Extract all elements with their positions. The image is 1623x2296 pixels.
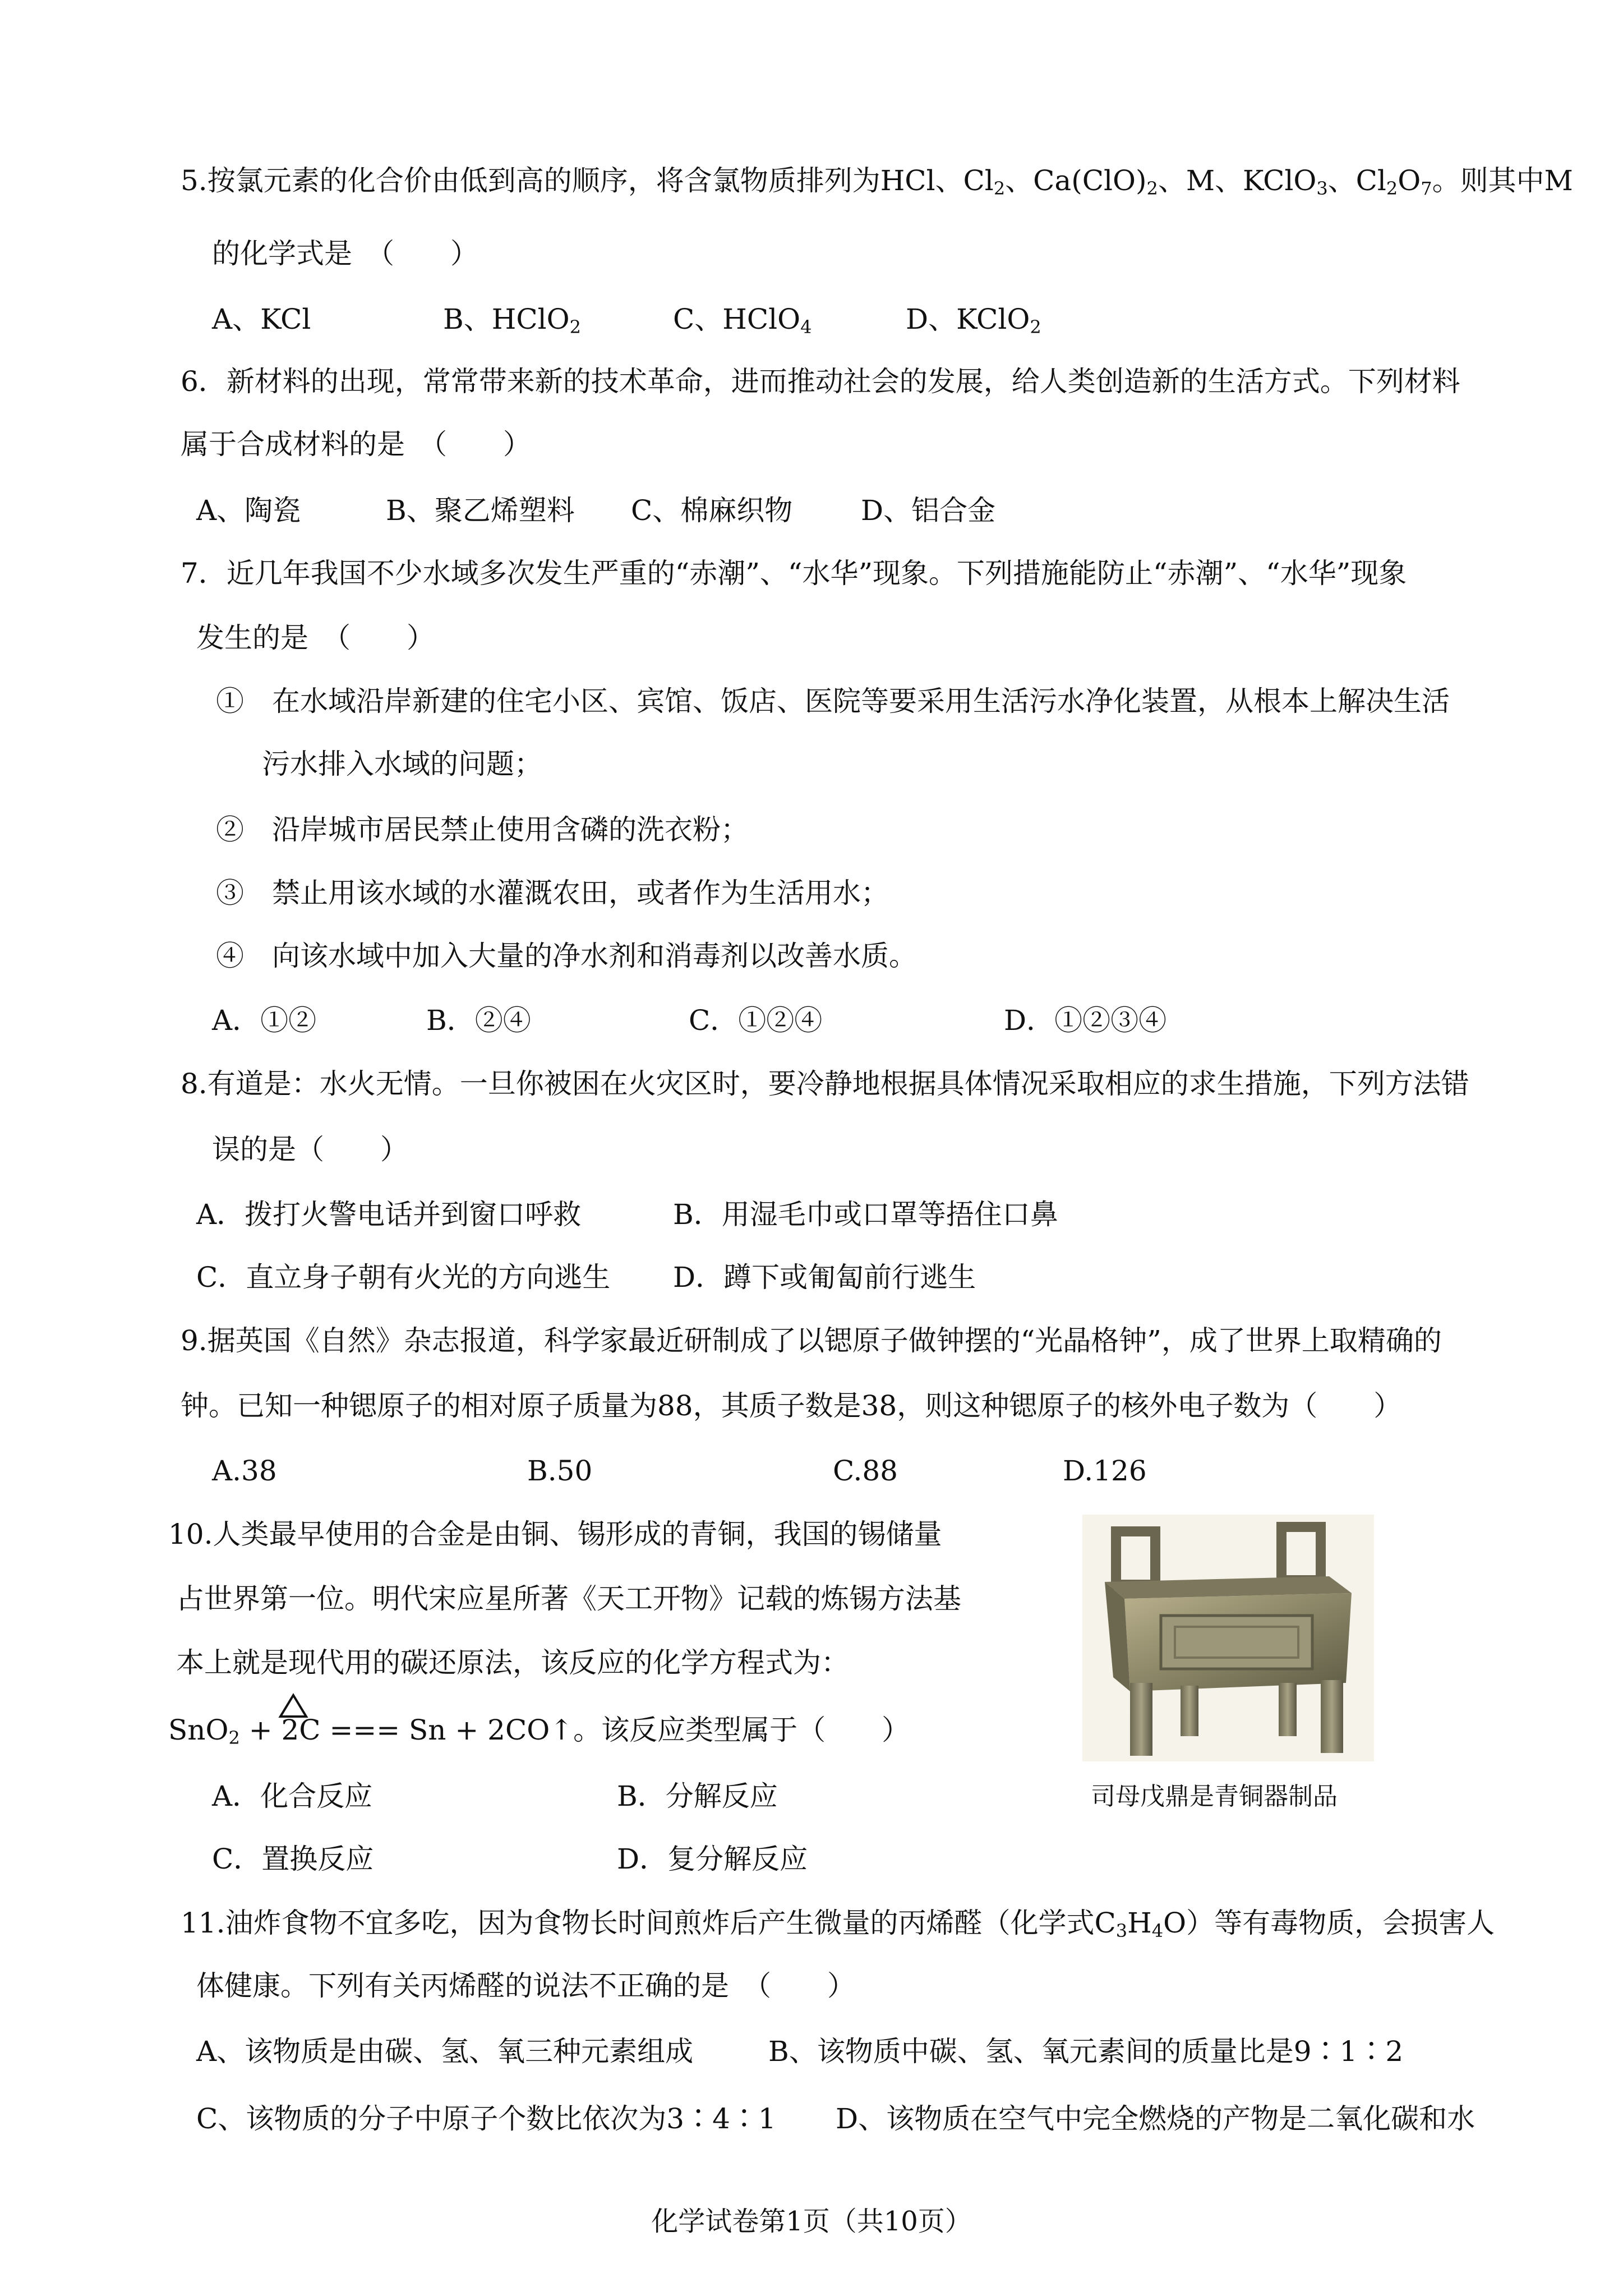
q8-option-d: D．蹲下或匍匐前行逃生: [673, 1261, 976, 1294]
q8-option-b: B．用湿毛巾或口罩等捂住口鼻: [673, 1198, 1058, 1231]
q11-option-a: A、该物质是由碳、氢、氧三种元素组成: [196, 2035, 694, 2068]
q10-option-a: A．化合反应: [212, 1780, 373, 1812]
subscript: 2: [993, 178, 1006, 199]
subscript: 7: [1421, 178, 1432, 199]
q10-stem-line1: 10.人类最早使用的合金是由铜、锡形成的青铜，我国的锡储量: [168, 1518, 942, 1550]
q7-option-c: C．①②④: [689, 1004, 823, 1037]
q5-stem-text: O: [1398, 164, 1421, 197]
q10-stem-line3: 本上就是现代用的碳还原法，该反应的化学方程式为：: [176, 1646, 849, 1679]
q7-stem-line1: 7．近几年我国不少水域多次发生严重的“赤潮”、“水华”现象。下列措施能防止“赤潮”、“水华”现象: [181, 557, 1407, 590]
q7-item-1-cont: 污水排入水域的问题；: [262, 748, 542, 780]
q5-stem-text: 5.按氯元素的化合价由低到高的顺序，将含氯物质排列为HCl、Cl: [181, 164, 994, 197]
q5-stem-text: 、Cl: [1327, 164, 1386, 197]
q11-stem-line2: 体健康。下列有关丙烯醛的说法不正确的是 （ ）: [196, 1970, 855, 2002]
q5-stem-text: 、M、KClO: [1158, 164, 1317, 197]
q10-option-c: C．置换反应: [212, 1843, 374, 1875]
q5-option-b: B、HClO$_2$: [443, 303, 581, 338]
q10-stem-line2: 占世界第一位。明代宋应星所著《天工开物》记载的炼锡方法基: [176, 1582, 961, 1615]
q6-option-c: C、棉麻织物: [631, 494, 793, 527]
q5-option-a: A、KCl: [212, 303, 311, 335]
q7-stem-line2: 发生的是 （ ）: [196, 622, 435, 654]
subscript: 3: [1316, 178, 1328, 199]
q10-option-b: B．分解反应: [617, 1780, 778, 1812]
q9-option-b: B.50: [527, 1455, 593, 1487]
q8-option-a: A．拨打火警电话并到窗口呼救: [196, 1198, 582, 1231]
q5-stem-line2: 的化学式是 （ ）: [212, 237, 478, 270]
q6-option-b: B、聚乙烯塑料: [386, 494, 575, 527]
q11-option-b: B、该物质中碳、氢、氧元素间的质量比是9∶1∶2: [768, 2035, 1404, 2068]
q9-stem-line1: 9.据英国《自然》杂志报道，科学家最近研制成了以锶原子做钟摆的“光晶格钟”，成了世界上取精确的: [181, 1324, 1442, 1357]
q5-stem-line1: [181, 163, 1573, 199]
q9-option-c: C.88: [833, 1455, 898, 1487]
q6-option-a: A、陶瓷: [196, 494, 301, 527]
q8-stem-line2: 误的是（ ）: [212, 1133, 408, 1166]
q11-option-c: C、该物质的分子中原子个数比依次为3∶4∶1: [196, 2102, 776, 2135]
q8-stem-line1: 8.有道是：水火无情。一旦你被困在火灾区时，要冷静地根据具体情况采取相应的求生措施，下列方法错: [181, 1068, 1469, 1100]
q8-option-c: C．直立身子朝有火光的方向逃生: [196, 1261, 611, 1294]
q7-option-d: D．①②③④: [1004, 1004, 1167, 1037]
q9-option-a: A.38: [212, 1455, 277, 1487]
q6-stem-line1: 6．新材料的出现，常常带来新的技术革命，进而推动社会的发展，给人类创造新的生活方式。下列材料: [181, 365, 1460, 398]
q10-equation: SnO$_2$ + 2C === Sn + 2CO↑。该反应类型属于（ ）: [168, 1714, 910, 1749]
q7-item-2: ② 沿岸城市居民禁止使用含磷的洗衣粉；: [216, 813, 749, 846]
q5-stem-text: 。则其中M: [1432, 164, 1573, 197]
q6-stem-line2: 属于合成材料的是 （ ）: [181, 428, 531, 461]
q11-stem-line1: 11.油炸食物不宜多吃，因为食物长时间煎炸后产生微量的丙烯醛（化学式$C_3H_4O$）等有毒物质，会损害人: [181, 1907, 1495, 1941]
bronze-ding-image: [1082, 1515, 1374, 1761]
q5-option-c: C、HClO$_4$: [673, 303, 812, 338]
image-caption: 司母戊鼎是青铜器制品: [1091, 1782, 1338, 1811]
q6-option-d: D、铝合金: [861, 494, 996, 527]
q7-option-a: A．①②: [212, 1004, 317, 1037]
q7-option-b: B．②④: [426, 1004, 531, 1037]
q7-item-3: ③ 禁止用该水域的水灌溉农田，或者作为生活用水；: [216, 877, 889, 909]
page-footer: 化学试卷第1页（共10页）: [651, 2206, 972, 2237]
q10-option-d: D．复分解反应: [617, 1843, 808, 1875]
q7-item-4: ④ 向该水域中加入大量的净水剂和消毒剂以改善水质。: [216, 940, 917, 972]
q11-option-d: D、该物质在空气中完全燃烧的产物是二氧化碳和水: [836, 2102, 1476, 2135]
q7-item-1: ① 在水域沿岸新建的住宅小区、宾馆、饭店、医院等要采用生活污水净化装置，从根本上解决生活: [216, 685, 1450, 717]
q5-stem-text: 、Ca(ClO): [1005, 164, 1147, 197]
subscript: 2: [1386, 178, 1398, 199]
subscript: 2: [1146, 178, 1158, 199]
q9-stem-line2: 钟。已知一种锶原子的相对原子质量为88，其质子数是38，则这种锶原子的核外电子数为（ ）: [181, 1389, 1402, 1422]
q5-option-d: D、KClO$_2$: [906, 303, 1041, 338]
q9-option-d: D.126: [1063, 1455, 1147, 1487]
